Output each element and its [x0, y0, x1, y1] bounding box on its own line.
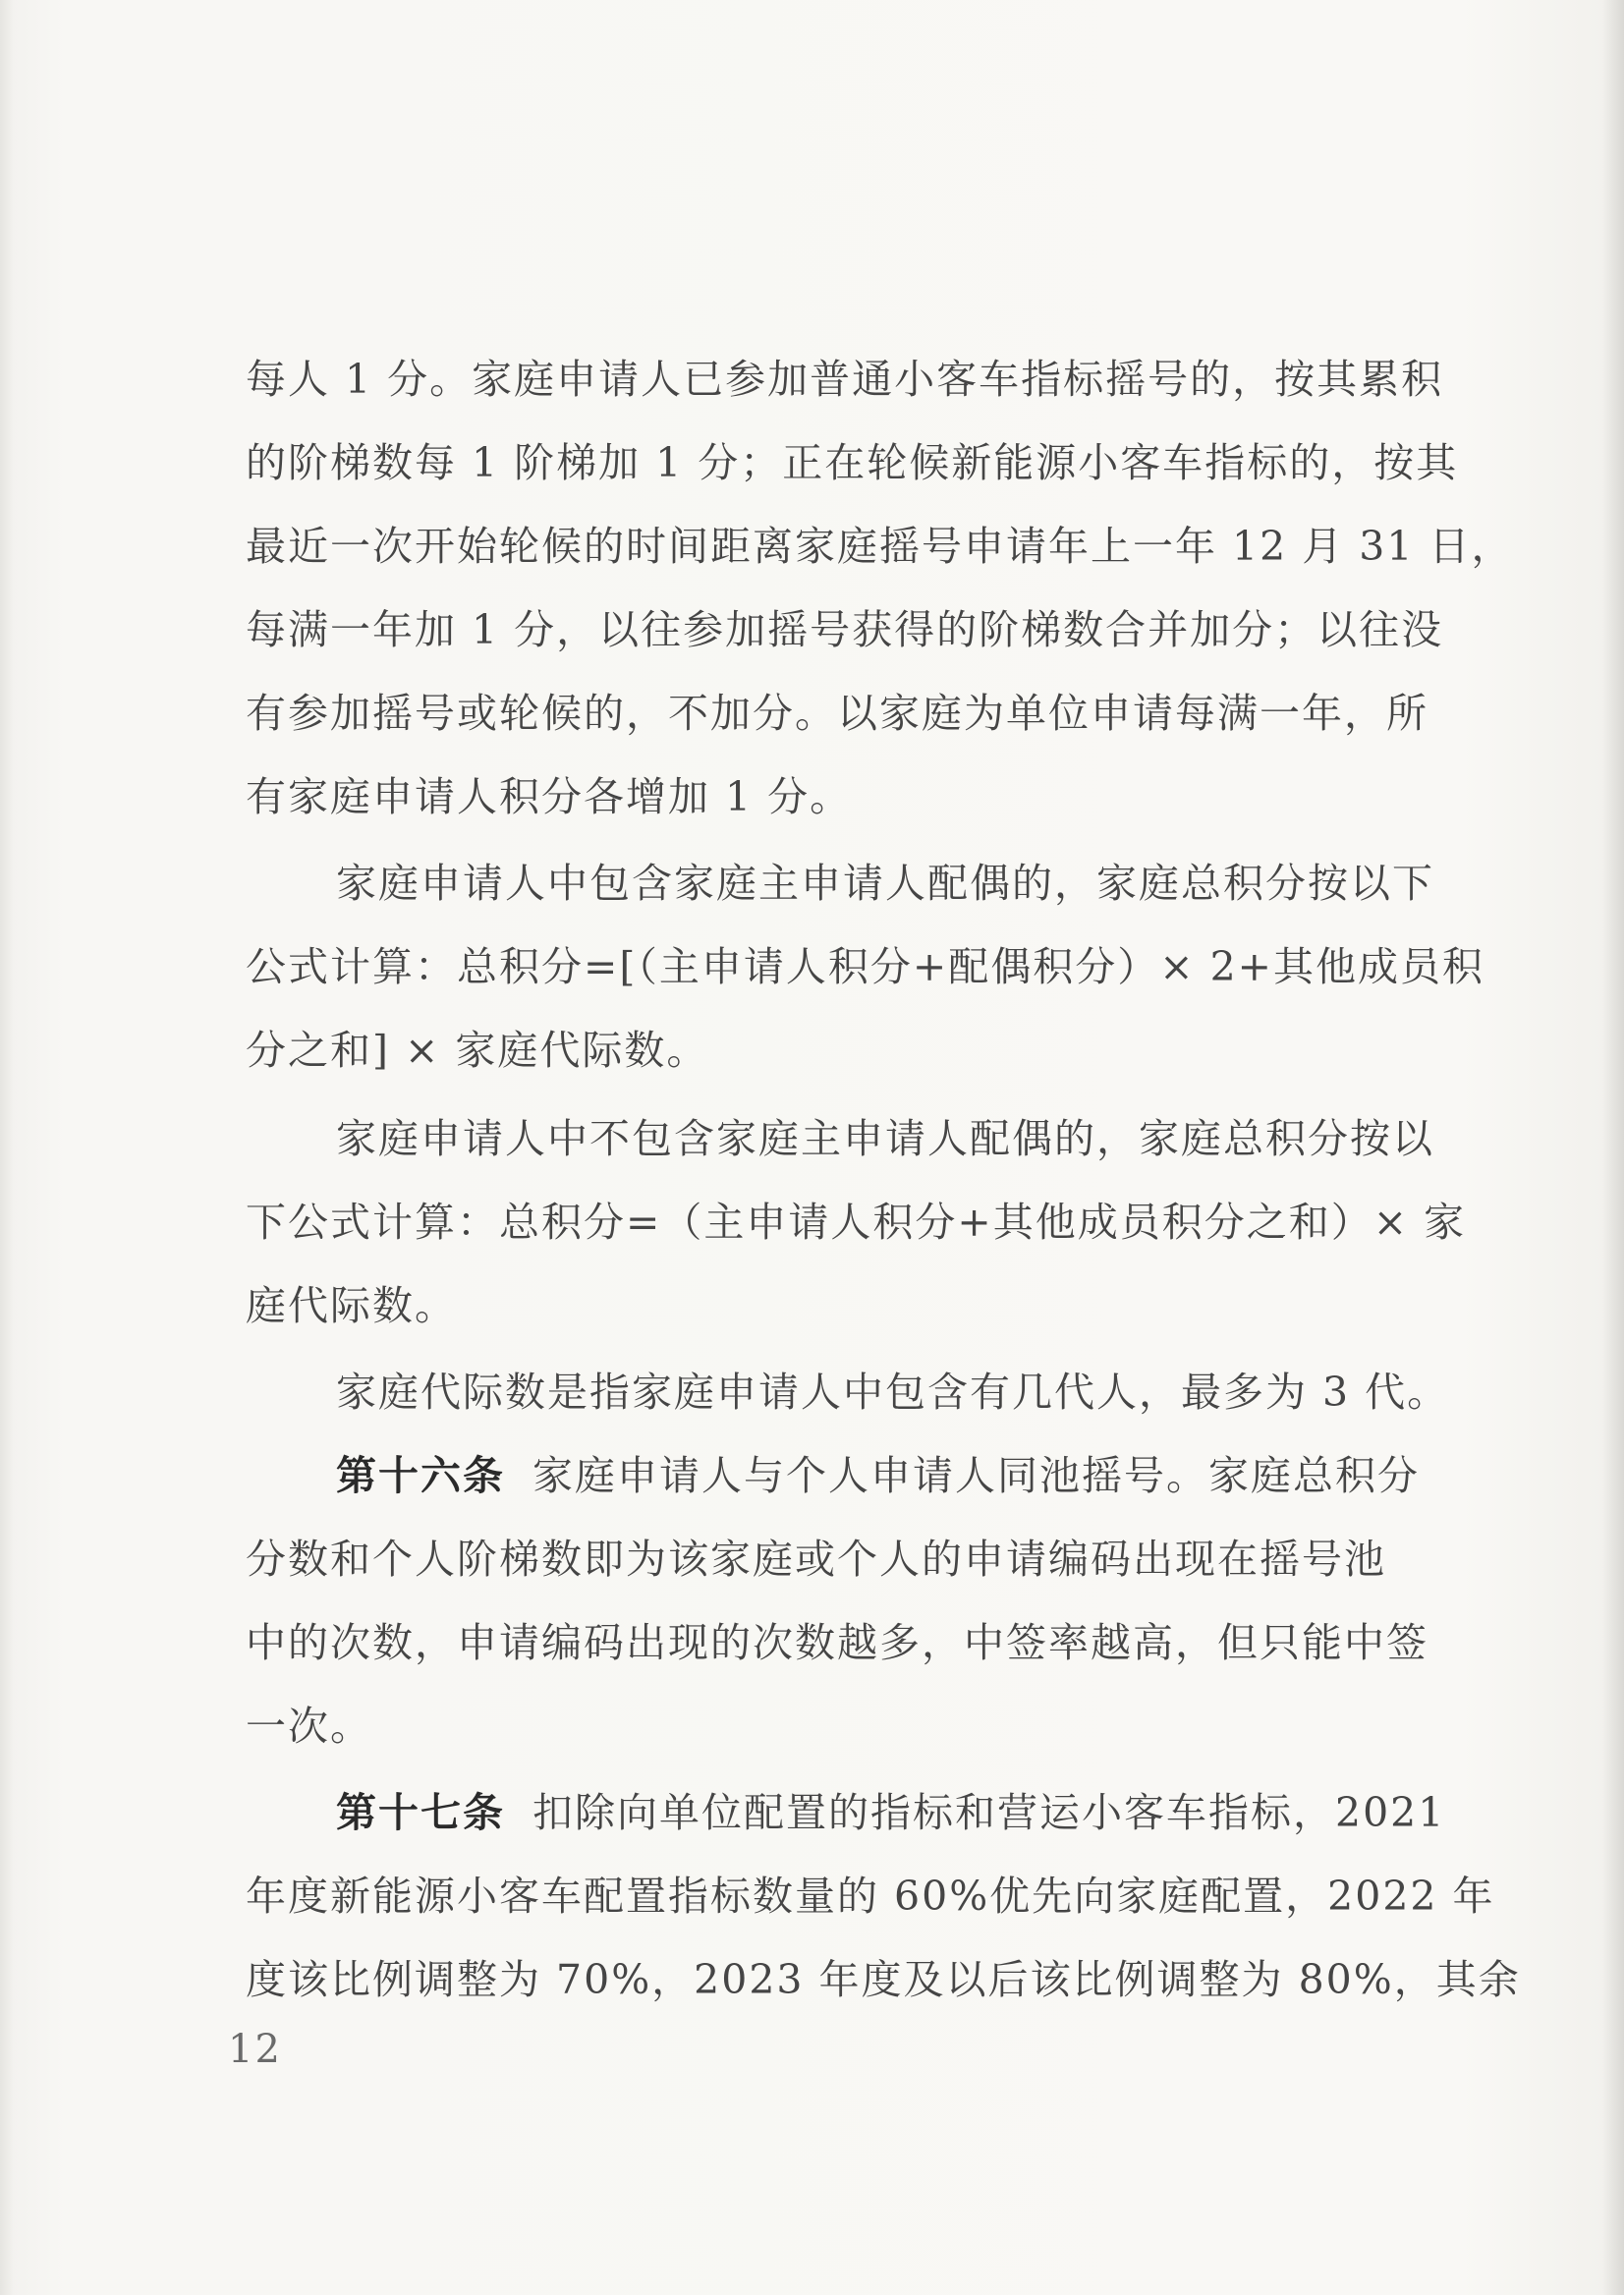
article-17-first-line	[336, 1783, 1445, 1842]
text-line: 度该比例调整为 70%，2023 年度及以后该比例调整为 80%，其余	[246, 1956, 1521, 2003]
text-line: 有参加摇号或轮候的，不加分。以家庭为单位申请每满一年，所	[246, 690, 1428, 737]
text-line: 分数和个人阶梯数即为该家庭或个人的申请编码出现在摇号池	[246, 1536, 1386, 1583]
page-edge-shadow-left	[0, 0, 14, 2295]
text-line: 一次。	[246, 1703, 372, 1750]
article-16-text: 家庭申请人与个人申请人同池摇号。家庭总积分	[532, 1452, 1420, 1499]
page-edge-shadow-right	[1602, 0, 1624, 2295]
text-line: 庭代际数。	[246, 1282, 457, 1329]
text-line: 家庭代际数是指家庭申请人中包含有几代人，最多为 3 代。	[336, 1369, 1450, 1416]
text-line: 有家庭申请人积分各增加 1 分。	[246, 773, 853, 820]
article-17-text: 扣除向单位配置的指标和营运小客车指标，2021	[532, 1789, 1446, 1836]
article-16-label: 第十六条	[336, 1452, 505, 1499]
article-17-label: 第十七条	[336, 1789, 505, 1836]
text-line: 最近一次开始轮候的时间距离家庭摇号申请年上一年 12 月 31 日，	[246, 523, 1514, 570]
article-16-first-line	[336, 1446, 1420, 1505]
text-line: 下公式计算：总积分=（主申请人积分+其他成员积分之和）× 家	[246, 1199, 1467, 1246]
text-line: 分之和] × 家庭代际数。	[246, 1027, 709, 1074]
text-line: 每人 1 分。家庭申请人已参加普通小客车指标摇号的，按其累积	[246, 356, 1444, 403]
text-line: 公式计算：总积分=[（主申请人积分+配偶积分）× 2+其他成员积	[246, 943, 1485, 990]
text-line: 年度新能源小客车配置指标数量的 60%优先向家庭配置，2022 年	[246, 1873, 1495, 1920]
page-number: 12	[228, 2027, 282, 2072]
text-line: 家庭申请人中不包含家庭主申请人配偶的，家庭总积分按以	[336, 1115, 1434, 1162]
text-line: 每满一年加 1 分，以往参加摇号获得的阶梯数合并加分；以往没	[246, 606, 1444, 653]
text-line: 家庭申请人中包含家庭主申请人配偶的，家庭总积分按以下	[336, 860, 1434, 907]
text-line: 的阶梯数每 1 阶梯加 1 分；正在轮候新能源小客车指标的，按其	[246, 439, 1459, 486]
text-line: 中的次数，申请编码出现的次数越多，中签率越高，但只能中签	[246, 1619, 1428, 1666]
